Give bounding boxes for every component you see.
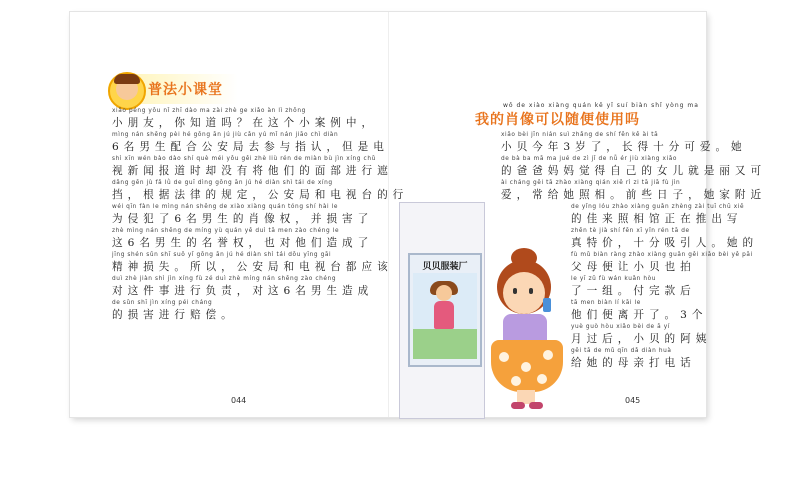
skirt-dot <box>537 374 547 384</box>
text-line: 为侵犯了6名男生的肖像权，并损害了 <box>112 213 374 225</box>
woman-skirt <box>491 340 563 392</box>
right-page <box>389 12 767 417</box>
pinyin-line: de yǐng lóu zhào xiàng guǎn zhèng zài tuī chū xiě <box>571 204 745 210</box>
pinyin-line: de sǔn shī jìn xíng péi cháng <box>112 300 213 306</box>
pinyin-line: yuè guò hòu xiǎo bèi de ā yí <box>571 324 671 330</box>
text-line: 月过后，小贝的阿姨 <box>571 333 712 345</box>
woman-eye <box>513 288 517 294</box>
pinyin-line: dǎng gēn jù fǎ lǜ de guī dìng gōng ān jú hé diàn shì tái de xíng <box>112 180 333 186</box>
boy-mascot-icon <box>108 72 146 110</box>
woman-face <box>503 272 545 314</box>
pinyin-line: jīng shén sǔn shī suǒ yǐ gōng ān jú hé diàn shì tái dōu yīng gāi <box>112 252 332 258</box>
text-line: 小朋友，你知道吗？在这个小案例中， <box>112 117 378 129</box>
woman-eye <box>529 288 533 294</box>
text-line: 他们便离开了。3个 <box>571 309 708 321</box>
section-badge <box>108 74 238 104</box>
skirt-dot <box>543 350 553 360</box>
text-line: 爱，常给她照相。前些日子，她家附近 <box>501 189 767 201</box>
text-line: 父母便让小贝也拍 <box>571 261 696 273</box>
poster-girl-dress <box>434 301 454 329</box>
page-number-left: 044 <box>231 396 247 405</box>
woman-shoe <box>529 402 543 409</box>
text-line: 了一组。付完款后 <box>571 285 696 297</box>
left-page <box>70 12 409 417</box>
woman-shoe <box>511 402 525 409</box>
pinyin-line: xiǎo péng yǒu nǐ zhī dào ma zài zhè ge xiǎo àn lì zhōng <box>112 108 306 114</box>
text-line: 给她的母亲打电话 <box>571 357 696 369</box>
shop-door <box>399 202 485 419</box>
text-line: 挡，根据法律的规定，公安局和电视台的行 <box>112 189 409 201</box>
pinyin-line: de bà ba mā ma jué de zì jǐ de nǚ ér jiù xiàng xiǎo <box>501 156 678 162</box>
text-line: 的损害进行赔偿。 <box>112 309 237 321</box>
chapter-title: 我的肖像可以随便使用吗 <box>475 112 640 128</box>
section-title: 普法小课堂 <box>148 82 223 98</box>
book-spread <box>70 12 767 417</box>
skirt-dot <box>499 352 509 362</box>
illustration <box>399 202 579 417</box>
shop-poster <box>408 253 482 367</box>
boy-hair <box>114 74 140 84</box>
text-line: 对这件事进行负责，对这6名男生造成 <box>112 285 374 297</box>
pinyin-line: fù mǔ biàn ràng zhào xiàng guǎn gěi xiǎo bèi yě pāi <box>571 252 753 258</box>
skirt-dot <box>511 376 521 386</box>
pinyin-line: le yī zǔ fù wán kuǎn hòu <box>571 276 657 282</box>
poster-title: 贝贝服装厂 <box>422 262 468 272</box>
phone-icon <box>543 298 551 312</box>
pinyin-line: gěi tā de mǔ qīn dǎ diàn huà <box>571 348 672 354</box>
title-pinyin: wǒ de xiào xiàng quán kě yǐ suí biàn shǐ yòng ma <box>503 102 699 109</box>
pinyin-line: zhēn tè jià shí fēn xī yǐn rén tā de <box>571 228 690 234</box>
text-line: 视新闻报道时却没有将他们的面部进行遮 <box>112 165 393 177</box>
text-line: 的爸爸妈妈觉得自己的女儿就是丽又可 <box>501 165 767 177</box>
text-line: 6名男生配合公安局去参与指认，但是电 <box>112 141 389 153</box>
skirt-dot <box>521 362 531 372</box>
text-line: 真特价，十分吸引人。她的 <box>571 237 759 249</box>
pinyin-line: ài cháng gěi tā zhào xiàng qián xiē rì zi tā jiā fù jìn <box>501 180 681 186</box>
pinyin-line: tā men biàn lí kāi le <box>571 300 641 306</box>
text-line: 这6名男生的名誉权，也对他们造成了 <box>112 237 374 249</box>
pinyin-line: zhè mìng nán shēng de míng yù quán yě duì tā men zào chéng le <box>112 228 340 234</box>
text-line: 小贝今年3岁了，长得十分可爱。她 <box>501 141 747 153</box>
pinyin-line: shì xīn wén bào dào shí què méi yǒu gěi zhè liù rén de miàn bù jìn xíng chǔ <box>112 156 376 162</box>
poster-grass <box>413 329 477 359</box>
text-line: 精神损失。所以，公安局和电视台都应该 <box>112 261 393 273</box>
pinyin-line: duì zhè jiàn shì jìn xíng fù zé duì zhè míng nán shēng zào chéng <box>112 276 337 282</box>
poster-girl-face <box>436 285 452 301</box>
pinyin-line: mìng nán shēng pèi hé gōng ān jú jiù cǎn yú mǐ nán jiāo chì diàn <box>112 132 339 138</box>
text-line: 的佳来照相馆正在推出写 <box>571 213 743 225</box>
pinyin-line: wéi qīn fàn le mìng nán shēng de xiào xiàng quán tóng shí hài le <box>112 204 339 210</box>
pinyin-line: xiǎo bèi jīn nián suì zhǎng de shí fēn kě ài tā <box>501 132 659 138</box>
page-number-right: 045 <box>625 396 641 405</box>
